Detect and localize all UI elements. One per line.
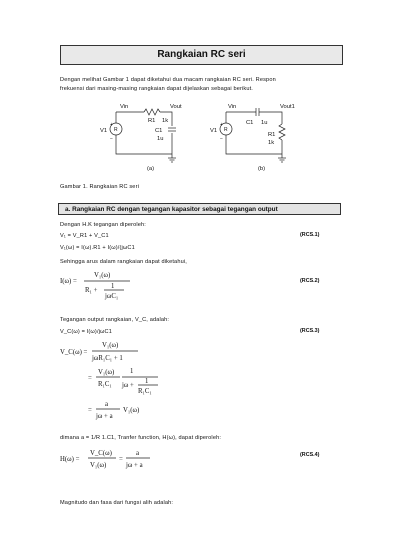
eq3-line3-num: a — [105, 401, 109, 408]
eq3-line2-one: 1 — [130, 368, 134, 375]
circuit-b-r1-value: 1k — [268, 140, 275, 146]
eq3-line2-eq: = — [88, 375, 92, 382]
eq3-line1-den: jωR₁C₁ + 1 — [92, 355, 123, 362]
eq2-den-one: 1 — [111, 283, 115, 290]
circuit-a-v1-label: V1 — [100, 128, 108, 134]
a-definition: dimana a = 1/R 1.C1, Tranfer function, H(ω), dapat diperoleh: — [60, 435, 222, 441]
kvl-intro: Dengan H.K tegangan diperoleh: — [60, 222, 146, 228]
circuit-b-resistor — [279, 124, 285, 140]
svg-text:+: + — [110, 122, 113, 128]
circuit-a-vin-label: Vin — [120, 104, 129, 110]
eq2-den-r: R₁ + — [85, 287, 98, 294]
svg-text:+: + — [220, 122, 223, 128]
eq2-lhs: I(ω) = — [60, 278, 77, 285]
eq2-den-jwc: jωC₁ — [105, 293, 119, 300]
eq4-den2: jω + a — [126, 462, 143, 469]
equation-rcs3 — [58, 337, 198, 425]
eq3-line2-jw: jω + — [122, 382, 134, 389]
figure-caption: Gambar 1. Rangkaian RC seri — [60, 184, 139, 190]
eq3-line2-den: R₁C₁ — [98, 381, 112, 388]
circuit-a-r1-label: R1 — [148, 118, 156, 124]
kvl-eq-2: V₁(ω) = I(ω).R1 + I(ω)/(jωC1 — [60, 245, 135, 251]
circuit-a-c1-label: C1 — [155, 128, 163, 134]
intro-paragraph — [60, 76, 350, 94]
eq3-line3-eq: = — [88, 407, 92, 414]
circuit-b-c1-label: C1 — [246, 120, 254, 126]
circuit-b — [210, 104, 295, 172]
current-intro: Sehingga arus dalam rangkaian dapat diketahui, — [60, 259, 187, 265]
eq4-lhs: H(ω) = — [60, 456, 80, 463]
circuit-b-c1-value: 1u — [261, 120, 268, 126]
eq3-line3-tail: V₁(ω) — [123, 407, 140, 414]
section-a-header: a. Rangkaian RC dengan tegangan kapasitor sebagai tegangan output — [58, 203, 341, 215]
eq3-line2-one2: 1 — [145, 378, 149, 385]
eq-label-rcs4: (RCS.4) — [300, 452, 320, 458]
eq3-line2-num: V₁(ω) — [98, 369, 115, 376]
eq3-line1-num: V₁(ω) — [102, 342, 119, 349]
circuit-a-vout-label: Vout — [170, 104, 182, 110]
intro-line-1: Dengan melihat Gambar 1 dapat diketahui dua macam rangkaian RC seri. Respon — [60, 77, 276, 83]
circuit-a — [100, 104, 182, 172]
eq3-line2-rc: R₁C₁ — [138, 388, 152, 395]
intro-line-2: frekuensi dari masing-masing rangkaian dapat dijelaskan sebagai berikut. — [60, 86, 254, 92]
svg-text:−: − — [110, 136, 113, 142]
circuit-b-r1-label: R1 — [268, 132, 276, 138]
svg-text:R: R — [224, 127, 228, 133]
svg-text:R: R — [114, 127, 118, 133]
eq4-den1: V₁(ω) — [90, 462, 107, 469]
circuit-b-tag: (b) — [258, 166, 266, 172]
vc-intro: Tegangan output rangkaian, V_C, adalah: — [60, 317, 170, 323]
circuit-a-resistor — [144, 109, 160, 115]
circuit-a-tag: (a) — [147, 166, 155, 172]
equation-rcs2 — [58, 268, 188, 308]
eq-label-rcs1: (RCS.1) — [300, 232, 320, 238]
circuit-a-r1-value: 1k — [162, 118, 169, 124]
circuit-b-vin-label: Vin — [228, 104, 237, 110]
svg-text:−: − — [220, 136, 223, 142]
vc-eq: V_C(ω) = I(ω)/jωC1 — [60, 329, 113, 335]
circuit-figure — [90, 98, 320, 178]
magnitude-intro: Magnitudo dan fasa dari fungsi alih adalah: — [60, 500, 174, 506]
eq4-num1: V_C(ω) — [90, 450, 112, 457]
page-title: Rangkaian RC seri — [60, 45, 343, 65]
eq3-line3-den: jω + a — [96, 413, 113, 420]
eq4-eq: = — [119, 456, 123, 463]
eq4-num2: a — [136, 450, 140, 457]
eq3-lhs: V_C(ω) = — [60, 349, 88, 356]
equation-rcs4 — [58, 446, 198, 472]
eq2-numerator: V₁(ω) — [94, 272, 111, 279]
eq-label-rcs2: (RCS.2) — [300, 278, 320, 284]
circuit-b-vout-label: Vout1 — [280, 104, 295, 110]
circuit-b-v1-label: V1 — [210, 128, 218, 134]
kvl-eq-1: V₁ = V_R1 + V_C1 — [60, 233, 109, 239]
eq-label-rcs3: (RCS.3) — [300, 328, 320, 334]
circuit-a-c1-value: 1u — [157, 136, 164, 142]
